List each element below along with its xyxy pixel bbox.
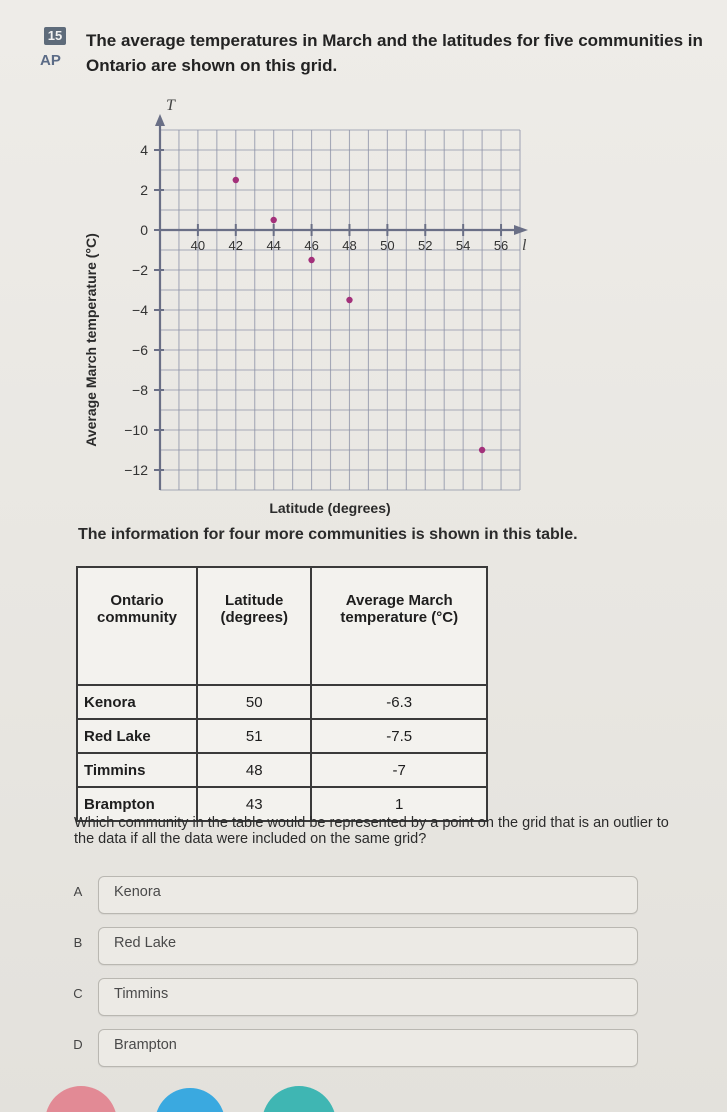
toolbar-button-blue[interactable] [155, 1088, 225, 1112]
y-tick-label: −4 [132, 302, 148, 318]
choice-label: Timmins [114, 986, 169, 1002]
community-name: Red Lake [77, 719, 197, 753]
community-name: Timmins [77, 753, 197, 787]
scatter-chart [70, 90, 530, 520]
latitude-value: 51 [197, 719, 311, 753]
x-tick-label: 50 [380, 238, 395, 253]
y-tick-label: 0 [140, 222, 148, 238]
x-tick-label: 40 [190, 238, 206, 253]
choice-letter: D [73, 1037, 83, 1052]
x-tick-label: 56 [493, 238, 509, 253]
table-intro: The information for four more communities is shown in this table. [78, 526, 578, 543]
header-community: Ontario community [77, 567, 197, 685]
x-axis-letter: l [522, 237, 527, 254]
choice-letter: B [73, 935, 83, 950]
choice-label: Red Lake [114, 935, 177, 951]
choice-c-box[interactable] [98, 978, 638, 1016]
data-point [346, 297, 352, 303]
data-point [308, 257, 314, 263]
chart-grid [160, 130, 520, 490]
y-tick-label: −12 [124, 462, 148, 478]
x-tick-label: 52 [418, 238, 433, 253]
x-axis-arrow [514, 225, 528, 235]
choice-letter: A [73, 884, 83, 899]
chart-points [233, 177, 486, 453]
choice-c[interactable] [70, 978, 640, 1016]
temperature-value: -6.3 [311, 685, 487, 719]
x-tick-label: 42 [228, 238, 244, 253]
temperature-value: 1 [311, 787, 487, 821]
choice-b[interactable] [70, 927, 640, 965]
latitude-value: 48 [197, 753, 311, 787]
y-tick-label: 2 [140, 182, 148, 198]
choice-b-box[interactable] [98, 927, 638, 965]
temperature-value: -7 [311, 753, 487, 787]
x-tick-label: 46 [304, 238, 319, 253]
x-axis-title: Latitude (degrees) [269, 500, 391, 516]
y-axis-title: Average March temperature (°C) [83, 233, 99, 447]
data-point [479, 447, 485, 453]
communities-table [76, 566, 488, 822]
question-text: The average temperatures in March and the latitudes for five communities in Ontario are shown on this grid. [86, 31, 703, 75]
multiple-choice-prompt: Which community in the table would be represented by a point on the grid that is an outlier to the data if all the data were included on the same grid? [74, 815, 669, 847]
community-name: Kenora [77, 685, 197, 719]
y-tick-label: −8 [132, 382, 148, 398]
x-tick-label: 44 [266, 238, 281, 253]
y-tick-label: −6 [132, 342, 148, 358]
y-tick-label: −2 [132, 262, 148, 278]
y-tick-label: 4 [140, 142, 148, 158]
bottom-toolbar [0, 1060, 727, 1112]
table-row [77, 685, 487, 719]
choice-a[interactable] [70, 876, 640, 914]
choice-label: Brampton [114, 1037, 177, 1053]
community-name: Brampton [77, 787, 197, 821]
header-temperature: Average March temperature (°C) [311, 567, 487, 685]
table-row [77, 719, 487, 753]
y-axis-arrow [155, 114, 165, 126]
choice-a-box[interactable] [98, 876, 638, 914]
header-latitude: Latitude (degrees) [197, 567, 311, 685]
latitude-value: 50 [197, 685, 311, 719]
data-point [233, 177, 239, 183]
table-row [77, 753, 487, 787]
choice-letter: C [73, 986, 83, 1001]
question-number: 15 [44, 27, 66, 45]
y-tick-label: −10 [124, 422, 148, 438]
toolbar-button-teal[interactable] [262, 1086, 336, 1112]
latitude-value: 43 [197, 787, 311, 821]
choice-label: Kenora [114, 884, 161, 900]
toolbar-button-pink[interactable] [45, 1086, 117, 1112]
x-tick-label: 48 [342, 238, 357, 253]
data-point [270, 217, 276, 223]
temperature-value: -7.5 [311, 719, 487, 753]
x-tick-label: 54 [455, 238, 471, 253]
question-category-tag: AP [40, 52, 61, 69]
y-axis-letter: T [166, 97, 175, 114]
